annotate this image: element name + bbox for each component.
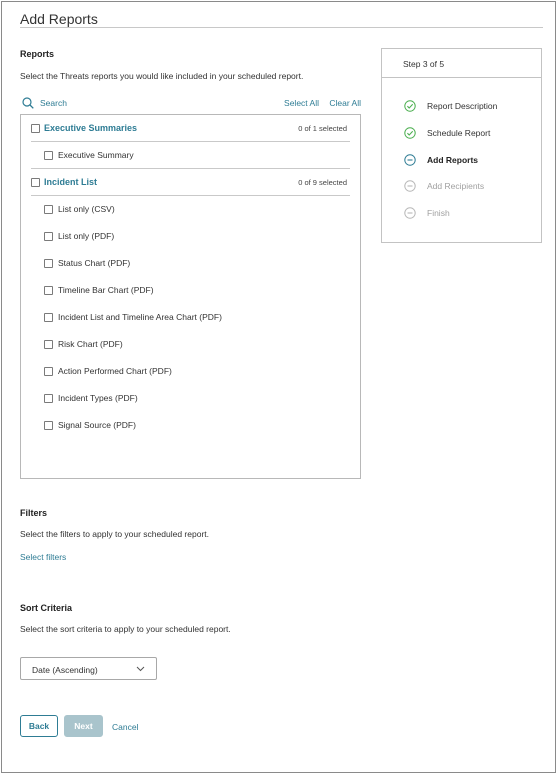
group-count-incident-list: 0 of 9 selected: [298, 178, 347, 187]
step-schedule-report: Schedule Report: [427, 128, 491, 138]
item-checkbox[interactable]: [44, 421, 53, 430]
item-label: Incident Types (PDF): [58, 393, 138, 403]
step-add-reports: Add Reports: [427, 155, 478, 165]
back-button[interactable]: Back: [20, 715, 58, 737]
group-checkbox-executive-summaries[interactable]: [31, 124, 40, 133]
step-counter: Step 3 of 5: [403, 59, 445, 69]
item-checkbox[interactable]: [44, 151, 53, 160]
search-icon[interactable]: [22, 97, 34, 109]
check-circle-icon: [404, 100, 416, 112]
reports-section-title: Reports: [20, 49, 55, 59]
item-checkbox[interactable]: [44, 394, 53, 403]
sort-section-title: Sort Criteria: [20, 603, 73, 613]
item-checkbox[interactable]: [44, 313, 53, 322]
item-checkbox[interactable]: [44, 205, 53, 214]
pending-step-icon: [404, 207, 416, 219]
title-divider: [20, 27, 543, 28]
item-label: Signal Source (PDF): [58, 420, 136, 430]
sort-criteria-select[interactable]: [20, 657, 157, 680]
item-checkbox[interactable]: [44, 340, 53, 349]
stepper-header: [382, 49, 541, 78]
group-label-executive-summaries[interactable]: Executive Summaries: [44, 123, 138, 133]
filters-section-title: Filters: [20, 508, 48, 518]
item-label: List only (PDF): [58, 231, 115, 241]
item-label: Incident List and Timeline Area Chart (PDF): [58, 312, 222, 322]
sort-selected-value: Date (Ascending): [32, 665, 98, 675]
cancel-link[interactable]: Cancel: [112, 722, 139, 732]
search-link[interactable]: Search: [40, 98, 67, 108]
group-count-executive-summaries: 0 of 1 selected: [298, 124, 347, 133]
group-label-incident-list[interactable]: Incident List: [44, 177, 98, 187]
item-label: Action Performed Chart (PDF): [58, 366, 172, 376]
item-checkbox[interactable]: [44, 259, 53, 268]
next-button[interactable]: Next: [64, 715, 103, 737]
reports-description: Select the Threats reports you would like included in your scheduled report.: [20, 71, 304, 81]
clear-all-link[interactable]: Clear All: [329, 98, 361, 108]
search-row: [22, 97, 361, 109]
item-label: Timeline Bar Chart (PDF): [58, 285, 154, 295]
current-step-icon: [404, 154, 416, 166]
group-checkbox-incident-list[interactable]: [31, 178, 40, 187]
item-checkbox[interactable]: [44, 286, 53, 295]
step-report-description: Report Description: [427, 101, 498, 111]
chevron-down-icon: [136, 665, 145, 672]
group-divider: [31, 195, 350, 196]
check-circle-icon: [404, 127, 416, 139]
sort-description: Select the sort criteria to apply to your scheduled report.: [20, 624, 231, 634]
filters-description: Select the filters to apply to your scheduled report.: [20, 529, 209, 539]
item-label: Executive Summary: [58, 150, 134, 160]
group-divider: [31, 141, 350, 142]
select-all-link[interactable]: Select All: [284, 98, 319, 108]
item-checkbox[interactable]: [44, 232, 53, 241]
item-checkbox[interactable]: [44, 367, 53, 376]
group-divider: [31, 168, 350, 169]
select-filters-link[interactable]: Select filters: [20, 552, 67, 562]
pending-step-icon: [404, 180, 416, 192]
reports-list[interactable]: [20, 114, 361, 479]
item-label: List only (CSV): [58, 204, 115, 214]
item-label: Status Chart (PDF): [58, 258, 131, 268]
step-add-recipients: Add Recipients: [427, 181, 485, 191]
page-title: Add Reports: [20, 11, 98, 27]
item-label: Risk Chart (PDF): [58, 339, 123, 349]
wizard-stepper: [381, 48, 542, 243]
step-finish: Finish: [427, 208, 450, 218]
dialog-frame: [1, 1, 556, 773]
